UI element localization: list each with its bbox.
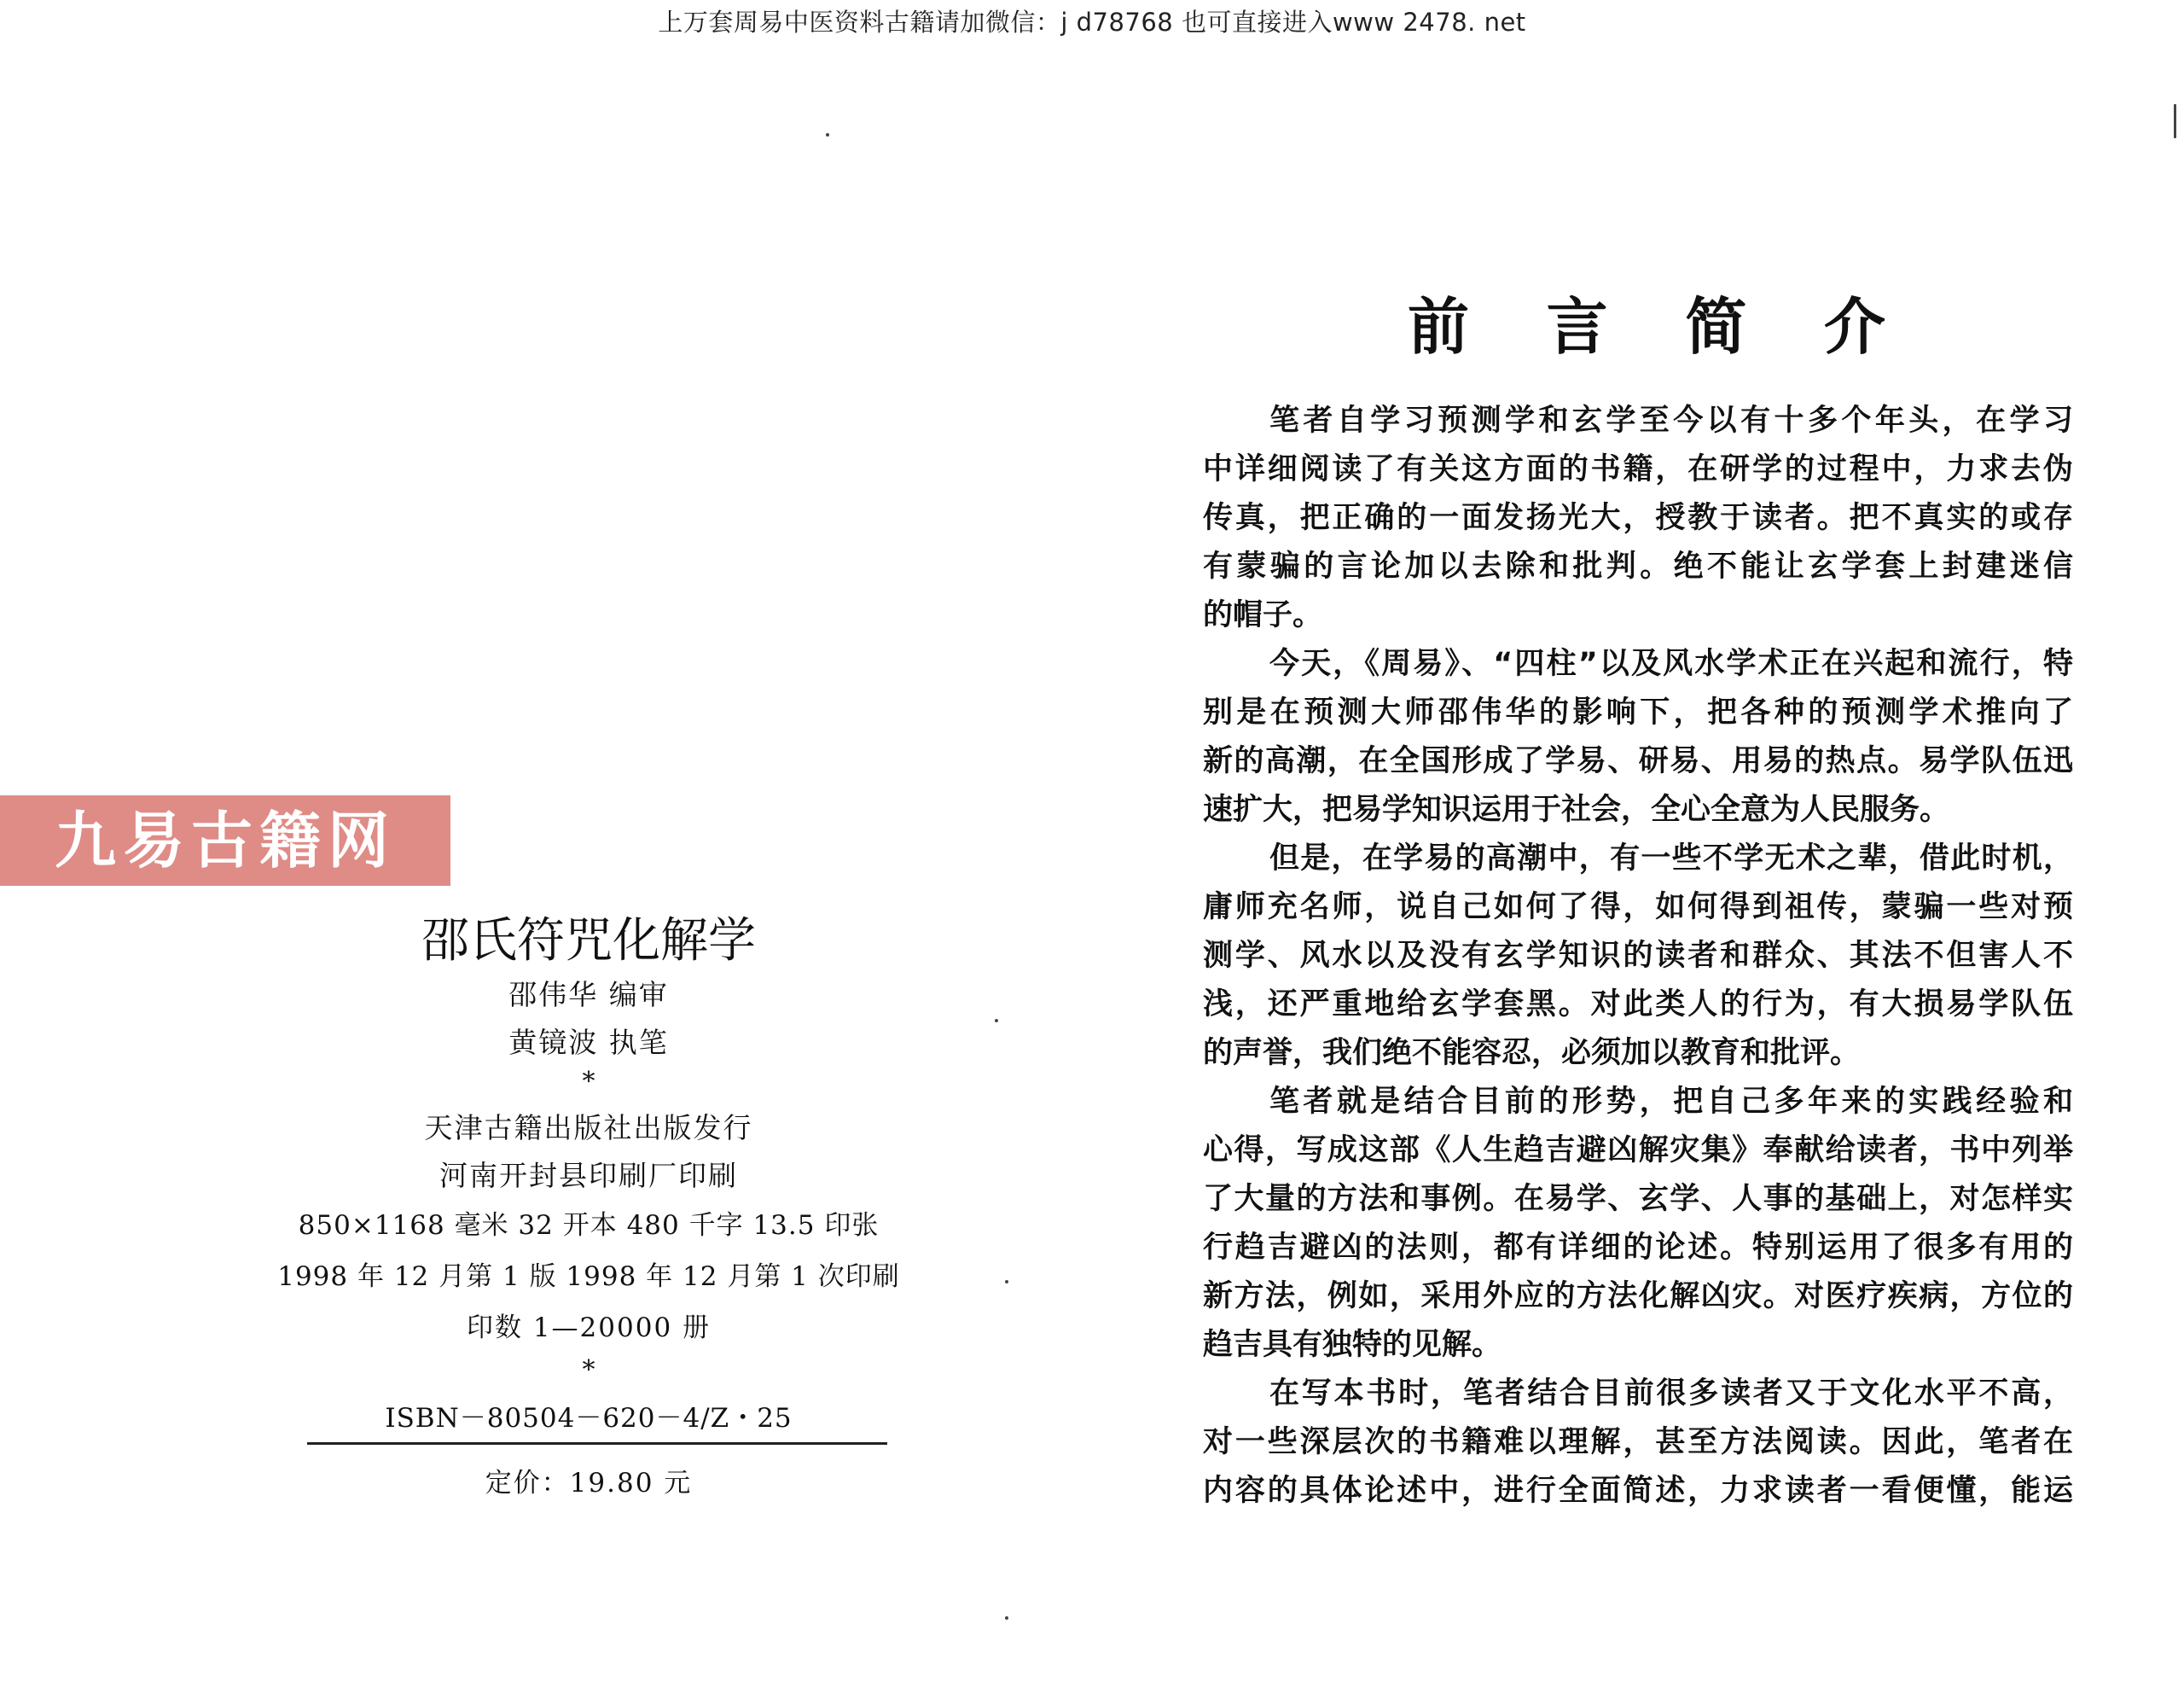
specs-line: 850×1168 毫米 32 开本 480 千字 13.5 印张 [298,1210,880,1241]
preface-line: 趋吉具有独特的见解。 [1203,1328,1502,1362]
scan-edge-mark [2174,104,2176,138]
preface-line: 了大量的方法和事例。在易学、玄学、人事的基础上，对怎样实 [1203,1182,2073,1216]
scan-speck [826,133,829,137]
preface-line: 新的高潮，在全国形成了学易、研易、用易的热点。易学队伍迅 [1203,744,2073,778]
preface-line: 传真，把正确的一面发扬光大，授教于读者。把不真实的或存 [1203,501,2073,535]
preface-line: 对一些深层次的书籍难以理解，甚至方法阅读。因此，笔者在 [1203,1425,2073,1459]
isbn-line: ISBN－80504－620－4/Z・25 [385,1403,793,1434]
preface-line: 别是在预测大师邵伟华的影响下，把各种的预测学术推向了 [1203,695,2073,730]
preface-line: 行趋吉避凶的法则，都有详细的论述。特别运用了很多有用的 [1203,1231,2073,1265]
preface-line: 笔者就是结合目前的形势，把自己多年来的实践经验和 [1269,1085,2073,1119]
isbn-rule [307,1442,887,1445]
printer-line: 河南开封县印刷厂印刷 [439,1159,738,1192]
preface-line: 速扩大，把易学知识运用于社会，全心全意为人民服务。 [1203,793,1950,827]
preface-title-char: 言 [1546,290,1608,363]
book-title: 邵氏符咒化解学 [421,913,756,969]
separator-star: * [582,1355,595,1385]
preface-line: 内容的具体论述中，进行全面简述，力求读者一看便懂，能运 [1203,1474,2073,1508]
preface-body [1203,397,2073,1516]
preface-line: 在写本书时，笔者结合目前很多读者又于文化水平不高， [1269,1376,2073,1411]
preface-title-char: 前 [1408,290,1470,363]
print-run-line: 印数 1—20000 册 [466,1312,712,1343]
preface-line: 测学、风水以及没有玄学知识的读者和群众、其法不但害人不 [1203,939,2073,973]
scan-speck [1005,1280,1008,1283]
preface-title-char: 简 [1685,290,1747,363]
preface-line: 的帽子。 [1203,598,1323,632]
preface-line: 笔者自学习预测学和玄学至今以有十多个年头，在学习 [1269,404,2073,438]
preface-line: 的声誉，我们绝不能容忍，必须加以教育和批评。 [1203,1036,1861,1070]
watermark-banner: 九易古籍网 [0,795,450,886]
preface-line: 庸师充名师，说自己如何了得，如何得到祖传，蒙骗一些对预 [1203,890,2073,924]
price-line: 定价：19.80 元 [485,1468,693,1499]
separator-star: * [582,1067,595,1097]
preface-title [1408,277,1885,366]
publisher-line: 天津古籍出版社出版发行 [424,1111,753,1144]
preface-line: 新方法，例如，采用外应的方法化解凶灾。对医疗疾病，方位的 [1203,1279,2073,1313]
preface-line: 浅，还严重地给玄学套黑。对此类人的行为，有大损易学队伍 [1203,987,2073,1021]
preface-line: 今天，《周易》、“四柱”以及风水学术正在兴起和流行，特 [1269,647,2073,681]
scan-speck [1005,1616,1008,1620]
writer-credit: 黄镜波 执笔 [508,1026,669,1059]
preface-line: 心得，写成这部《人生趋吉避凶解灾集》奉献给读者，书中列举 [1203,1133,2073,1167]
editor-credit: 邵伟华 编审 [508,978,669,1011]
scan-speck [995,1019,998,1022]
preface-line: 中详细阅读了有关这方面的书籍，在研学的过程中，力求去伪 [1203,452,2073,486]
preface-title-char: 介 [1823,290,1885,363]
header-note: 上万套周易中医资料古籍请加微信：j d78768 也可直接进入www 2478. net [658,8,1526,37]
preface-line: 有蒙骗的言论加以去除和批判。绝不能让玄学套上封建迷信 [1203,550,2073,584]
preface-line: 但是，在学易的高潮中，有一些不学无术之辈，借此时机， [1269,841,2073,876]
edition-line: 1998 年 12 月第 1 版 1998 年 12 月第 1 次印刷 [277,1261,900,1292]
